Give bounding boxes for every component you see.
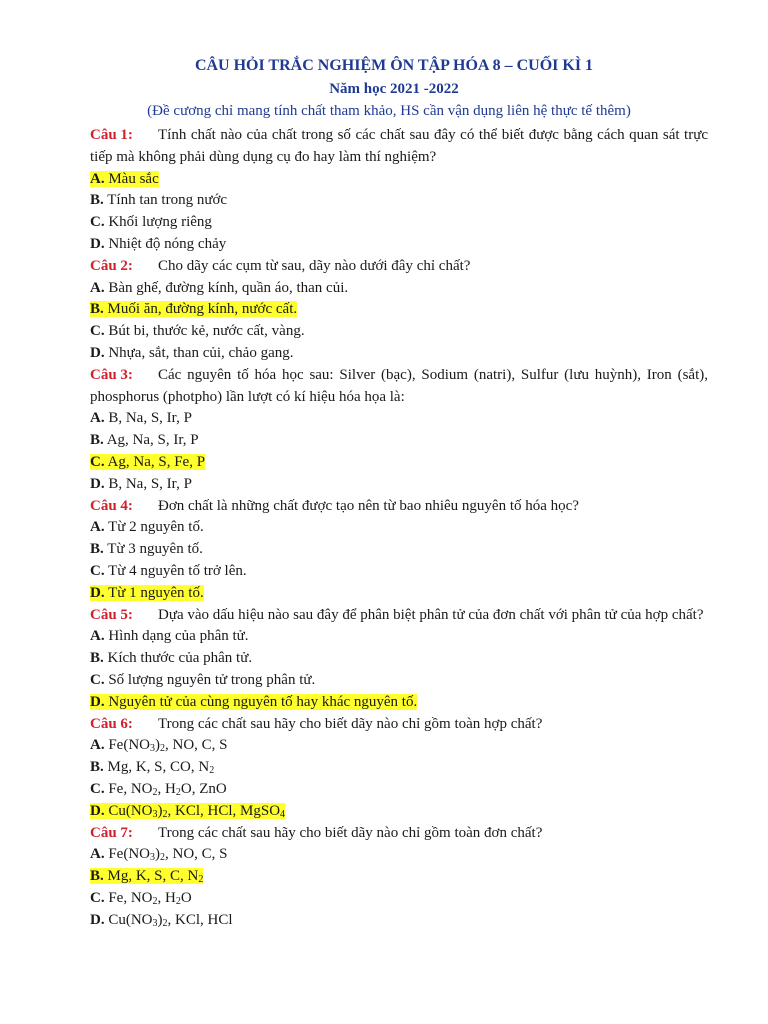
- answer-option-d: [90, 474, 708, 496]
- option-letter: B.: [90, 650, 104, 667]
- option-text: Ag, Na, S, Ir, P: [106, 432, 199, 449]
- option-letter: B.: [90, 759, 104, 776]
- answer-option-d: [90, 692, 708, 714]
- answer-body: [90, 846, 228, 862]
- option-text: Nhiệt độ nóng chảy: [108, 235, 227, 252]
- answer-body: [90, 192, 227, 208]
- option-text: Bàn ghế, đường kính, quần áo, than củi.: [108, 279, 349, 296]
- page-title: CÂU HỎI TRẮC NGHIỆM ÔN TẬP HÓA 8 – CUỐI KÌ 1: [194, 57, 594, 74]
- option-letter: A.: [90, 519, 105, 536]
- question-text: Cho dãy các cụm từ sau, dãy nào dưới đây chỉ chất?: [158, 257, 471, 274]
- option-text: $Fe(NO_3)_2$, NO, C, S: [108, 846, 228, 864]
- option-letter: A.: [90, 628, 105, 645]
- option-letter: D.: [90, 911, 105, 928]
- answer-body: [90, 737, 228, 753]
- question-label: Câu 2:: [90, 257, 133, 274]
- option-text: Muối ăn, đường kính, nước cất.: [107, 301, 298, 318]
- answer-body: [90, 650, 252, 666]
- question-5: [90, 605, 708, 627]
- correct-answer-highlight: [90, 803, 285, 819]
- answer-body: [90, 759, 214, 775]
- answer-option-b: [90, 299, 708, 321]
- disclaimer-note: (Đề cương chỉ mang tính chất tham khảo, HS cần vận dụng liên hệ thực tế thêm): [147, 103, 631, 119]
- option-text: Hình dạng của phân tử.: [108, 628, 249, 645]
- option-letter: D.: [90, 693, 105, 710]
- option-letter: B.: [90, 541, 104, 558]
- answer-body: [90, 214, 212, 230]
- answer-option-b: [90, 757, 708, 779]
- option-letter: C.: [90, 214, 105, 231]
- option-letter: A.: [90, 737, 105, 754]
- answer-option-a: [90, 844, 708, 866]
- option-text: Nhựa, sắt, than củi, chảo gang.: [108, 344, 294, 361]
- option-letter: D.: [90, 802, 105, 819]
- answer-body: [90, 781, 227, 797]
- answer-body: [90, 345, 294, 361]
- option-text: $Cu(NO_3)_2$, KCl, HCl: [108, 911, 233, 929]
- option-letter: B.: [90, 192, 104, 209]
- answer-option-a: [90, 517, 708, 539]
- answer-option-c: [90, 888, 708, 910]
- option-text: Từ 3 nguyên tố.: [107, 541, 203, 558]
- answer-option-c: [90, 670, 708, 692]
- option-letter: B.: [90, 868, 104, 885]
- answer-option-a: [90, 626, 708, 648]
- school-year: Năm học 2021 -2022: [329, 81, 459, 97]
- correct-answer-highlight: [90, 868, 203, 884]
- option-letter: D.: [90, 584, 105, 601]
- question-text: Đơn chất là những chất được tạo nên từ bao nhiêu nguyên tố hóa học?: [158, 497, 579, 514]
- option-letter: A.: [90, 279, 105, 296]
- option-text: Kích thước của phân tử.: [107, 650, 253, 667]
- option-text: Mg, K, S, CO, $N_2$: [107, 759, 215, 777]
- option-text: $Fe(NO_3)_2$, NO, C, S: [108, 737, 228, 755]
- option-letter: A.: [90, 410, 105, 427]
- answer-option-c: [90, 779, 708, 801]
- option-text: Từ 2 nguyên tố.: [108, 519, 204, 536]
- option-text: Tính tan trong nước: [107, 192, 228, 209]
- option-letter: C.: [90, 889, 105, 906]
- answer-body: [90, 890, 192, 906]
- answer-body: [90, 323, 305, 339]
- answer-body: [90, 541, 203, 557]
- question-text: Trong các chất sau hãy cho biết dãy nào chỉ gồm toàn hợp chất?: [158, 715, 543, 732]
- question-7: [90, 823, 708, 845]
- answer-body: [90, 563, 247, 579]
- answer-body: [90, 410, 192, 426]
- option-text: Từ 4 nguyên tố trở lên.: [108, 562, 247, 579]
- correct-answer-highlight: [90, 171, 159, 187]
- option-text: Bút bi, thước kẻ, nước cất, vàng.: [108, 323, 305, 340]
- answer-option-d: [90, 583, 708, 605]
- answer-option-a: [90, 169, 708, 191]
- answer-option-d: [90, 910, 708, 932]
- answer-option-c: [90, 561, 708, 583]
- correct-answer-highlight: [90, 454, 205, 470]
- option-letter: B.: [90, 432, 104, 449]
- option-text: Khối lượng riêng: [108, 214, 212, 231]
- option-text: $Cu(NO_3)_2$, KCl, HCl, MgSO$_4$: [108, 802, 286, 820]
- question-label: Câu 1:: [90, 127, 133, 143]
- option-text: Từ 1 nguyên tố.: [108, 584, 204, 601]
- question-label: Câu 5:: [90, 606, 133, 623]
- option-letter: D.: [90, 344, 105, 361]
- answer-option-a: [90, 408, 708, 430]
- question-text: Trong các chất sau hãy cho biết dãy nào chỉ gồm toàn đơn chất?: [158, 824, 543, 841]
- option-letter: C.: [90, 323, 105, 340]
- question-text: Tính chất nào của chất trong số các chất sau đây có thể biết được bằng cách quan sát trực tiếp mà không phải dùng dụng cụ đo hay làm thí nghiệm?: [90, 127, 708, 165]
- answer-option-b: [90, 648, 708, 670]
- option-text: Fe, $NO_2$, $H_2O$, ZnO: [108, 780, 227, 798]
- question-label: Câu 3:: [90, 366, 133, 383]
- question-2: [90, 256, 708, 278]
- option-letter: D.: [90, 235, 105, 252]
- question-label: Câu 6:: [90, 715, 133, 732]
- question-label: Câu 4:: [90, 497, 133, 514]
- answer-option-d: [90, 343, 708, 365]
- option-letter: A.: [90, 846, 105, 863]
- answer-option-a: [90, 278, 708, 300]
- option-letter: A.: [90, 170, 105, 187]
- option-text: Ag, Na, S, Fe, P: [107, 453, 206, 470]
- option-text: Nguyên tử của cùng nguyên tố hay khác nguyên tố.: [108, 693, 418, 710]
- option-text: Màu sắc: [108, 170, 159, 187]
- correct-answer-highlight: [90, 694, 417, 710]
- option-letter: C.: [90, 780, 105, 797]
- answer-option-c: [90, 321, 708, 343]
- answer-body: [90, 432, 199, 448]
- answer-option-b: [90, 866, 708, 888]
- question-4: [90, 496, 708, 518]
- answer-option-c: [90, 452, 708, 474]
- option-letter: B.: [90, 301, 104, 318]
- option-letter: D.: [90, 475, 105, 492]
- answer-option-b: [90, 539, 708, 561]
- answer-body: [90, 672, 315, 688]
- answer-option-c: [90, 212, 708, 234]
- answer-body: [90, 476, 192, 492]
- option-text: Số lượng nguyên tử trong phân tử.: [108, 671, 316, 688]
- answer-body: [90, 236, 226, 252]
- option-text: Mg, K, S, C, $N_2$: [107, 868, 204, 886]
- option-text: B, Na, S, Ir, P: [108, 475, 192, 492]
- answer-option-d: [90, 801, 708, 823]
- option-text: Fe, $NO_2$, $H_2O$: [108, 889, 192, 907]
- option-letter: C.: [90, 453, 105, 470]
- option-letter: C.: [90, 562, 105, 579]
- answer-body: [90, 628, 249, 644]
- answer-option-d: [90, 234, 708, 256]
- option-text: B, Na, S, Ir, P: [108, 410, 192, 427]
- question-label: Câu 7:: [90, 824, 133, 841]
- correct-answer-highlight: [90, 301, 297, 317]
- question-text: Các nguyên tố hóa học sau: Silver (bạc), Sodium (natri), Sulfur (lưu huỳnh), Iron (sắt), phosphorus (photpho) lần lượt có kí hiệu hóa họa là:: [90, 366, 708, 405]
- question-list: [90, 125, 708, 931]
- question-text: Dựa vào dấu hiệu nào sau đây để phân biệt phân tử của đơn chất với phân tử của hợp chất?: [158, 606, 704, 623]
- answer-option-a: [90, 735, 708, 757]
- question-1: [90, 125, 708, 169]
- option-letter: C.: [90, 671, 105, 688]
- answer-option-b: [90, 430, 708, 452]
- answer-body: [90, 519, 204, 535]
- answer-option-b: [90, 190, 708, 212]
- question-3: [90, 365, 708, 409]
- answer-body: [90, 912, 233, 928]
- question-6: [90, 714, 708, 736]
- correct-answer-highlight: [90, 585, 204, 601]
- answer-body: [90, 280, 348, 296]
